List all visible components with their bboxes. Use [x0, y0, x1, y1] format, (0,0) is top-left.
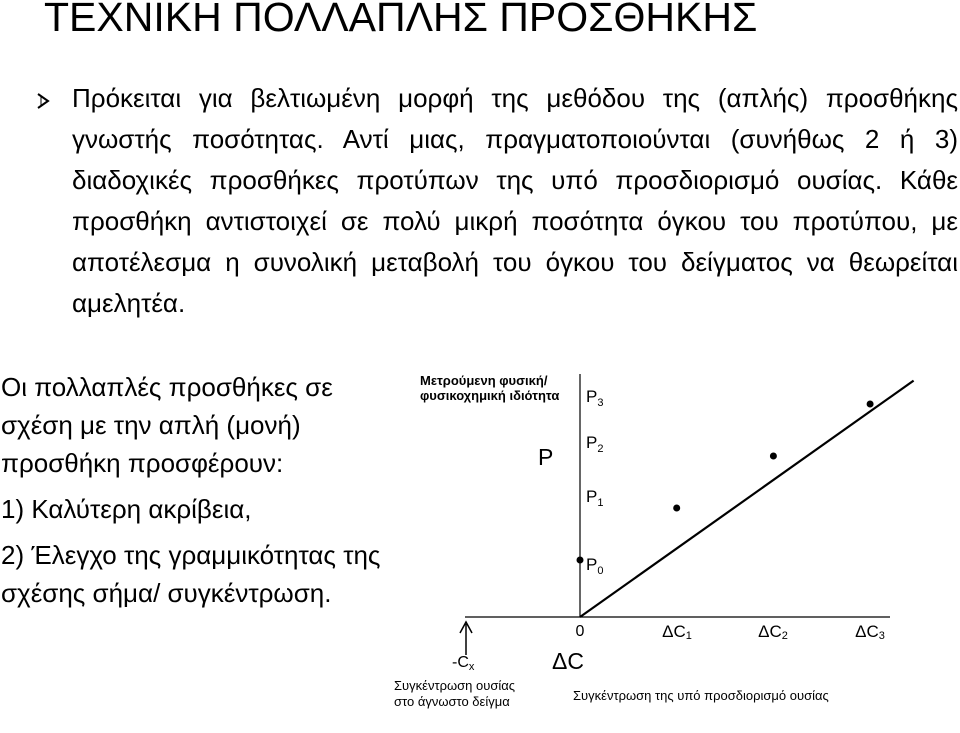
standard-addition-figure — [380, 360, 960, 732]
p2-label: $P_2$ — [586, 433, 604, 455]
slide-title: ΤΕΧΝΙΚΗ ΠΟΛΛΑΠΛΗΣ ΠΡΟΣΘΗΚΗΣ — [44, 0, 758, 40]
bullet-paragraph: Πρόκειται για βελτιωμένη μορφή της μεθόδου της (απλής) προσθήκης γνωστής ποσότητας. Αντί μιας, πραγματοποιούνται (συνήθως 2 ή 3) διαδοχικές προσθήκες προτύπων της υπό προσδιορισμό ουσίας. Κάθε προσθήκη αντιστοιχεί σε πολύ μικρή ποσότητα όγκου του προτύπου, με αποτέλεσμα η συνολική μεταβολή του όγκου του δείγματος να θεωρείται αμελητέα. — [72, 83, 958, 318]
delta-c-label: ΔC — [552, 648, 584, 674]
data-point-0 — [577, 557, 584, 564]
x-tick-0: 0 — [575, 623, 585, 640]
left-intro-text: Οι πολλαπλές προσθήκες σε σχέση με την απλή (μονή) προσθήκη προσφέρουν: — [1, 372, 333, 478]
p3-label: $P_3$ — [586, 387, 604, 409]
data-point-2 — [770, 453, 777, 460]
fit-line — [580, 381, 914, 617]
p0-label: $P_0$ — [586, 555, 604, 577]
x-tick-dc2: ΔC2 — [758, 622, 788, 642]
left-text-block — [1, 368, 381, 612]
data-point-3 — [867, 401, 874, 408]
unknown-conc-line1: Συγκέντρωση ουσίας — [394, 678, 516, 693]
y-axis-title-line1: Μετρούμενη φυσική/ — [420, 373, 548, 388]
y-axis-title-line2: φυσικοχημική ιδιότητα — [420, 388, 560, 403]
left-item-1: 1) Καλύτερη ακρίβεια, — [1, 494, 252, 524]
x-tick-dc1: ΔC1 — [662, 622, 692, 642]
p-label: P — [538, 444, 554, 470]
p1-label: $P_1$ — [586, 487, 604, 509]
data-point-1 — [673, 505, 680, 512]
left-item-2: 2) Έλεγχο της γραμμικότητας της σχέσης σήμα/ συγκέντρωση. — [1, 540, 381, 608]
bullet-arrow-icon — [36, 92, 52, 110]
x-tick-dc3: ΔC3 — [855, 622, 885, 642]
neg-cx-label: -Cx — [452, 654, 475, 673]
x-axis-title: Συγκέντρωση της υπό προσδιορισμό ουσίας — [573, 688, 829, 703]
unknown-conc-line2: στο άγνωστο δείγμα — [394, 694, 510, 709]
